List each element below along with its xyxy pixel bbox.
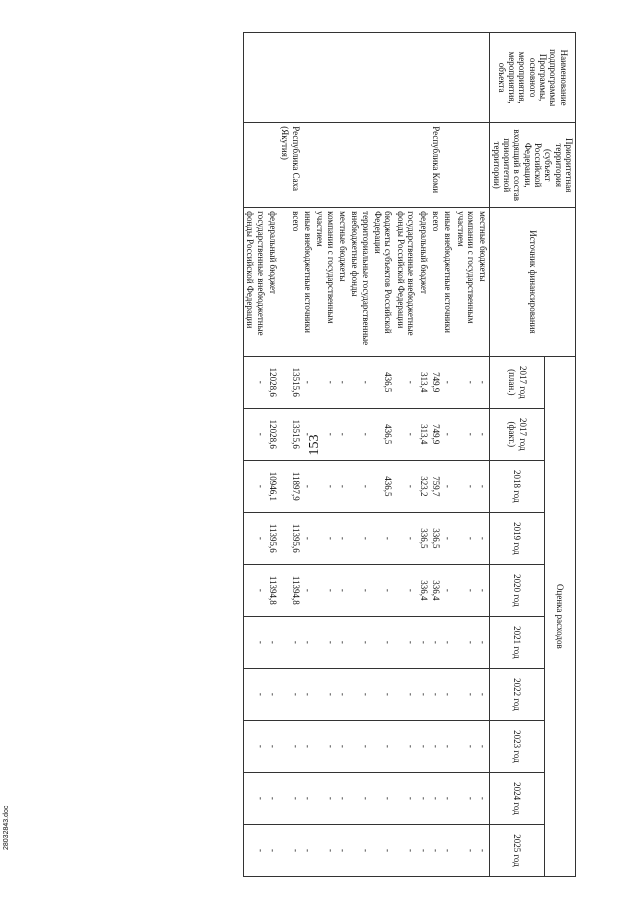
cell-value: - <box>454 564 477 616</box>
cell-value: - <box>244 356 267 408</box>
cell-value: - <box>372 772 395 824</box>
cell-source: всего <box>279 208 302 357</box>
cell-value: - <box>454 616 477 668</box>
table-row <box>337 33 349 877</box>
cell-source: компании с государственным участием <box>314 208 337 357</box>
header-year: 2021 год <box>490 616 545 668</box>
cell-value: - <box>244 772 267 824</box>
table-row <box>454 33 477 877</box>
cell-value: - <box>417 668 429 720</box>
cell-source: местные бюджеты <box>337 208 349 357</box>
cell-value: - <box>337 408 349 460</box>
header-year: 2022 год <box>490 668 545 720</box>
cell-territory <box>244 123 267 208</box>
cell-value: 12028,6 <box>267 356 279 408</box>
cell-value: - <box>267 616 279 668</box>
cell-value: - <box>337 460 349 512</box>
cell-value: - <box>417 720 429 772</box>
cell-value: - <box>442 408 454 460</box>
table-body <box>244 33 490 877</box>
cell-territory <box>372 123 395 208</box>
cell-value: - <box>477 720 490 772</box>
table-row <box>302 33 314 877</box>
cell-value: - <box>430 824 442 876</box>
cell-value: - <box>477 824 490 876</box>
cell-value: - <box>372 512 395 564</box>
cell-source: федеральный бюджет <box>267 208 279 357</box>
page-number: 153 <box>307 434 322 456</box>
cell-value: - <box>349 772 372 824</box>
header-year: 2020 год <box>490 564 545 616</box>
cell-value: - <box>314 720 337 772</box>
cell-value: - <box>349 824 372 876</box>
cell-value: - <box>395 356 418 408</box>
cell-name <box>302 33 314 123</box>
cell-value: - <box>267 824 279 876</box>
cell-value: - <box>442 512 454 564</box>
header-year: 2024 год <box>490 772 545 824</box>
cell-value: - <box>395 564 418 616</box>
cell-value: - <box>349 616 372 668</box>
table-row <box>244 33 267 877</box>
cell-value: - <box>395 460 418 512</box>
header-year: 2025 год <box>490 824 545 876</box>
cell-name <box>395 33 418 123</box>
cell-value: - <box>372 824 395 876</box>
table-row <box>477 33 490 877</box>
cell-value: - <box>395 512 418 564</box>
cell-value: - <box>267 720 279 772</box>
cell-territory <box>454 123 477 208</box>
cell-value: 336,4 <box>417 564 429 616</box>
cell-value: - <box>302 720 314 772</box>
cell-value: - <box>302 824 314 876</box>
cell-value: 313,4 <box>417 356 429 408</box>
cell-value: - <box>244 460 267 512</box>
cell-source: государственные внебюджетные фонды Российской Федерации <box>395 208 418 357</box>
cell-value: - <box>314 772 337 824</box>
cell-value: - <box>302 616 314 668</box>
cell-value: - <box>442 564 454 616</box>
cell-territory <box>395 123 418 208</box>
header-name: Наименование подпрограммы Программы, основного мероприятия, мероприятия, объекта <box>490 33 576 123</box>
cell-value: - <box>244 668 267 720</box>
cell-source: компании с государственным участием <box>454 208 477 357</box>
cell-value: - <box>267 772 279 824</box>
table-row <box>267 33 279 877</box>
header-year: 2017 год (факт.) <box>490 408 545 460</box>
cell-name <box>430 33 442 123</box>
cell-value: - <box>314 824 337 876</box>
table-row <box>372 33 395 877</box>
cell-territory: Республика Коми <box>430 123 442 208</box>
header-year: 2019 год <box>490 512 545 564</box>
cell-value: - <box>314 564 337 616</box>
cell-value: - <box>395 616 418 668</box>
cell-value: - <box>349 564 372 616</box>
table-row <box>430 33 442 877</box>
table-row <box>349 33 372 877</box>
table-row <box>314 33 337 877</box>
cell-value: - <box>349 668 372 720</box>
cell-value: - <box>454 720 477 772</box>
cell-value: - <box>337 512 349 564</box>
cell-value: - <box>349 720 372 772</box>
cell-value: - <box>417 824 429 876</box>
cell-value: - <box>372 720 395 772</box>
cell-name <box>442 33 454 123</box>
cell-territory <box>477 123 490 208</box>
header-year: 2018 год <box>490 460 545 512</box>
cell-value: - <box>244 408 267 460</box>
cell-value: - <box>279 720 302 772</box>
cell-value: - <box>302 356 314 408</box>
cell-territory <box>442 123 454 208</box>
header-territory: Приоритетная территория (субъект Российской Федерации, входящий в состав приоритетной территории) <box>490 123 576 208</box>
cell-value: - <box>395 668 418 720</box>
cell-value: - <box>442 616 454 668</box>
cell-territory <box>267 123 279 208</box>
cell-value: - <box>279 668 302 720</box>
cell-value: - <box>267 668 279 720</box>
cell-value: - <box>417 616 429 668</box>
cell-value: - <box>349 460 372 512</box>
cell-name <box>279 33 302 123</box>
cell-value: - <box>302 772 314 824</box>
cell-territory <box>314 123 337 208</box>
cell-value: 11394,8 <box>279 564 302 616</box>
cell-value: - <box>279 824 302 876</box>
cell-value: - <box>337 564 349 616</box>
cell-value: - <box>454 824 477 876</box>
cell-value: - <box>337 616 349 668</box>
cell-source: всего <box>430 208 442 357</box>
cell-value: - <box>430 668 442 720</box>
cell-value: 11395,6 <box>279 512 302 564</box>
cell-value: 13515,6 <box>279 356 302 408</box>
cell-value: - <box>314 616 337 668</box>
cell-value: - <box>442 668 454 720</box>
cell-value: - <box>430 720 442 772</box>
cell-value: 11395,6 <box>267 512 279 564</box>
cell-value: - <box>417 772 429 824</box>
cell-value: 323,2 <box>417 460 429 512</box>
cell-value: - <box>314 460 337 512</box>
cell-value: 11394,8 <box>267 564 279 616</box>
header-cost-estimate: Оценка расходов <box>545 356 576 876</box>
cell-value: - <box>477 772 490 824</box>
cell-value: 336,4 <box>430 564 442 616</box>
cell-value: - <box>302 512 314 564</box>
cell-name <box>267 33 279 123</box>
cell-value: 749,9 <box>430 408 442 460</box>
cell-value: - <box>372 564 395 616</box>
cell-value: 336,5 <box>417 512 429 564</box>
cell-source: иные внебюджетные источники <box>442 208 454 357</box>
cell-value: - <box>430 616 442 668</box>
cell-value: - <box>302 564 314 616</box>
document-code: 28032843.doc <box>3 805 10 850</box>
cell-value: - <box>477 460 490 512</box>
cell-value: - <box>477 616 490 668</box>
cell-territory <box>302 123 314 208</box>
table-container <box>243 32 576 877</box>
table-row <box>279 33 302 877</box>
cell-value: - <box>244 824 267 876</box>
cell-source: государственные внебюджетные фонды Российской Федерации <box>244 208 267 357</box>
cell-value: - <box>454 356 477 408</box>
cell-name <box>477 33 490 123</box>
cell-value: - <box>302 408 314 460</box>
cell-value: 12028,6 <box>267 408 279 460</box>
cell-territory <box>417 123 429 208</box>
cell-value: - <box>477 564 490 616</box>
cell-value: 749,9 <box>430 356 442 408</box>
cell-territory: Республика Саха (Якутия) <box>279 123 302 208</box>
cell-value: - <box>454 408 477 460</box>
cell-value: 10946,1 <box>267 460 279 512</box>
cell-value: - <box>314 668 337 720</box>
cell-territory <box>349 123 372 208</box>
cell-value: - <box>395 408 418 460</box>
cell-value: 13515,6 <box>279 408 302 460</box>
cell-value: - <box>349 356 372 408</box>
cell-value: 11897,9 <box>279 460 302 512</box>
cell-value: 313,4 <box>417 408 429 460</box>
header-year: 2023 год <box>490 720 545 772</box>
cell-value: - <box>314 512 337 564</box>
cell-value: - <box>337 668 349 720</box>
cell-source: территориальные государственные внебюджетные фонды <box>349 208 372 357</box>
cell-value: - <box>244 616 267 668</box>
cell-source: бюджеты субъектов Российской Федерации <box>372 208 395 357</box>
cell-value: - <box>442 460 454 512</box>
cell-name <box>417 33 429 123</box>
cell-value: - <box>302 460 314 512</box>
table-row <box>442 33 454 877</box>
cell-value: - <box>395 772 418 824</box>
cell-value: - <box>244 512 267 564</box>
cell-value: - <box>244 720 267 772</box>
cell-value: - <box>337 720 349 772</box>
cell-value: - <box>279 616 302 668</box>
cell-value: - <box>302 668 314 720</box>
table-row <box>417 33 429 877</box>
cell-value: - <box>314 408 337 460</box>
cell-value: 336,5 <box>430 512 442 564</box>
cell-value: - <box>442 720 454 772</box>
cell-name <box>349 33 372 123</box>
cell-territory <box>337 123 349 208</box>
cell-value: 436,5 <box>372 356 395 408</box>
cell-value: - <box>442 772 454 824</box>
cell-value: - <box>442 824 454 876</box>
cell-value: - <box>395 824 418 876</box>
cell-name <box>337 33 349 123</box>
cell-name <box>314 33 337 123</box>
cell-name <box>244 33 267 123</box>
cell-name <box>372 33 395 123</box>
cell-value: - <box>442 356 454 408</box>
cell-value: 436,5 <box>372 408 395 460</box>
cell-value: - <box>477 356 490 408</box>
cell-value: - <box>430 772 442 824</box>
cell-value: - <box>314 356 337 408</box>
cell-value: 759,7 <box>430 460 442 512</box>
cell-value: - <box>454 772 477 824</box>
cell-value: - <box>337 824 349 876</box>
cell-source: иные внебюджетные источники <box>302 208 314 357</box>
cell-value: - <box>477 408 490 460</box>
header-source: Источник финансирования <box>490 208 576 357</box>
cell-value: - <box>337 356 349 408</box>
cell-value: - <box>349 512 372 564</box>
cell-value: 436,5 <box>372 460 395 512</box>
table-row <box>395 33 418 877</box>
cell-value: - <box>454 668 477 720</box>
header-year: 2017 год (план.) <box>490 356 545 408</box>
cell-source: федеральный бюджет <box>417 208 429 357</box>
cell-value: - <box>454 512 477 564</box>
cell-value: - <box>279 772 302 824</box>
financing-table <box>243 32 576 877</box>
cell-value: - <box>477 668 490 720</box>
cell-value: - <box>244 564 267 616</box>
cell-source: местные бюджеты <box>477 208 490 357</box>
cell-value: - <box>349 408 372 460</box>
cell-value: - <box>454 460 477 512</box>
cell-value: - <box>395 720 418 772</box>
cell-value: - <box>372 668 395 720</box>
cell-name <box>454 33 477 123</box>
cell-value: - <box>337 772 349 824</box>
cell-value: - <box>372 616 395 668</box>
cell-value: - <box>477 512 490 564</box>
